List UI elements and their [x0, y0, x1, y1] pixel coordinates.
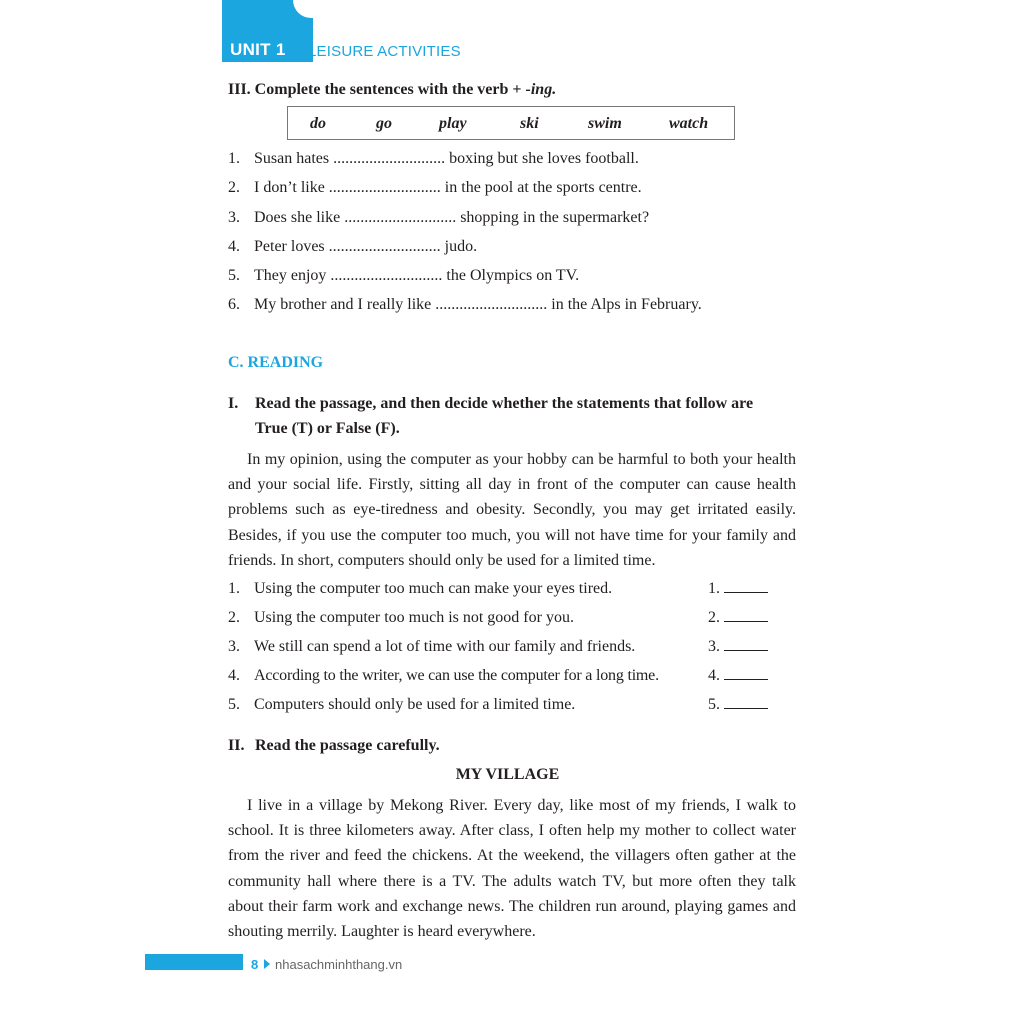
statement-text: Computers should only be used for a limited time.: [254, 696, 576, 713]
part1-num: I.: [228, 395, 239, 412]
statement-text: Using the computer too much can make your eyes tired.: [254, 580, 613, 597]
part1-heading-line1: Read the passage, and then decide whether the statements that follow are: [255, 395, 754, 412]
footer-bar: [145, 954, 243, 970]
footer-site: nhasachminhthang.vn: [275, 957, 403, 972]
exercise3-item-text: Peter loves ............................ judo.: [254, 238, 478, 255]
word-item: go: [376, 115, 392, 132]
page-arrow-icon: [264, 959, 270, 969]
part2-heading: Read the passage carefully.: [255, 737, 440, 754]
answer-blank[interactable]: 4.: [708, 667, 768, 685]
unit-label: UNIT 1: [230, 40, 286, 59]
exercise3-item: 1. Susan hates ............................ boxing but she loves football.: [228, 150, 639, 167]
exercise3-item-text: I don’t like ............................ in the pool at the sports centre.: [254, 179, 642, 196]
passage-title: MY VILLAGE: [455, 766, 560, 783]
exercise3-item: 2. I don’t like ............................ in the pool at the sports centre.: [228, 179, 642, 196]
word-item: do: [310, 115, 326, 132]
answer-blank[interactable]: 2.: [708, 609, 768, 627]
exercise3-item-text: My brother and I really like ............................ in the Alps in February.: [254, 296, 702, 313]
exercise3-item: 5. They enjoy ............................ the Olympics on TV.: [228, 267, 580, 284]
part2-passage: I live in a village by Mekong River. Every day, like most of my friends, I walk to school. It is three kilometers away. After class, I often help my mother to collect water from the river and feed the chickens. At the weekend, the villagers often gather at the community hall where there is a TV. The adults watch TV, but more often they talk about their farm work and exchange news. The children run around, playing games and shouting merrily. Laughter is heard everywhere.: [228, 797, 796, 941]
answer-blank[interactable]: 3.: [708, 638, 768, 656]
exercise3-item-text: Does she like ............................ shopping in the supermarket?: [254, 209, 650, 226]
unit-title: LEISURE ACTIVITIES: [308, 43, 461, 60]
statement-text: According to the writer, we can use the computer for a long time.: [254, 667, 659, 684]
page-number: 8: [251, 957, 259, 972]
exercise3-item-text: They enjoy ............................ the Olympics on TV.: [254, 267, 580, 284]
word-item: ski: [520, 115, 539, 132]
exercise3-item-text: Susan hates ............................ boxing but she loves football.: [254, 150, 639, 167]
statement-text: We still can spend a lot of time with our family and friends.: [254, 638, 636, 655]
word-item: swim: [588, 115, 622, 132]
statement-row: 1. Using the computer too much can make your eyes tired.: [228, 580, 613, 597]
word-item: play: [439, 115, 467, 132]
part2-num: II.: [228, 737, 245, 754]
statement-row: 3. We still can spend a lot of time with our family and friends.: [228, 638, 636, 655]
exercise3-item: 3. Does she like ............................ shopping in the supermarket?: [228, 209, 650, 226]
word-item: watch: [669, 115, 709, 132]
exercise3-heading-suffix: -ing.: [525, 81, 557, 98]
part1-passage: In my opinion, using the computer as your hobby can be harmful to both your health and your social life. Firstly, sitting all day in front of the computer can cause health problems such as eye-tiredness and obesity. Secondly, you may get irritated easily. Besides, if you use the computer too much, you will not have time for your family and friends. In short, computers should only be used for a limited time.: [228, 451, 796, 569]
exercise3-heading-prefix: III. Complete the sentences with the verb +: [228, 81, 526, 98]
statement-row: 5. Computers should only be used for a limited time.: [228, 696, 576, 713]
statement-row: 2. Using the computer too much is not good for you.: [228, 609, 574, 626]
section-title: C. READING: [228, 354, 324, 371]
exercise3-item: 4. Peter loves ............................ judo.: [228, 238, 478, 255]
answer-blank[interactable]: 1.: [708, 580, 768, 598]
word-box: [287, 106, 735, 140]
statement-text: Using the computer too much is not good for you.: [254, 609, 574, 626]
exercise3-heading: [228, 81, 556, 99]
statement-row: 4. According to the writer, we can use the computer for a long time.: [228, 667, 659, 684]
answer-blank[interactable]: 5.: [708, 696, 768, 714]
part1-heading-line2: True (T) or False (F).: [255, 420, 400, 437]
exercise3-item: 6. My brother and I really like ............................ in the Alps in February.: [228, 296, 702, 313]
